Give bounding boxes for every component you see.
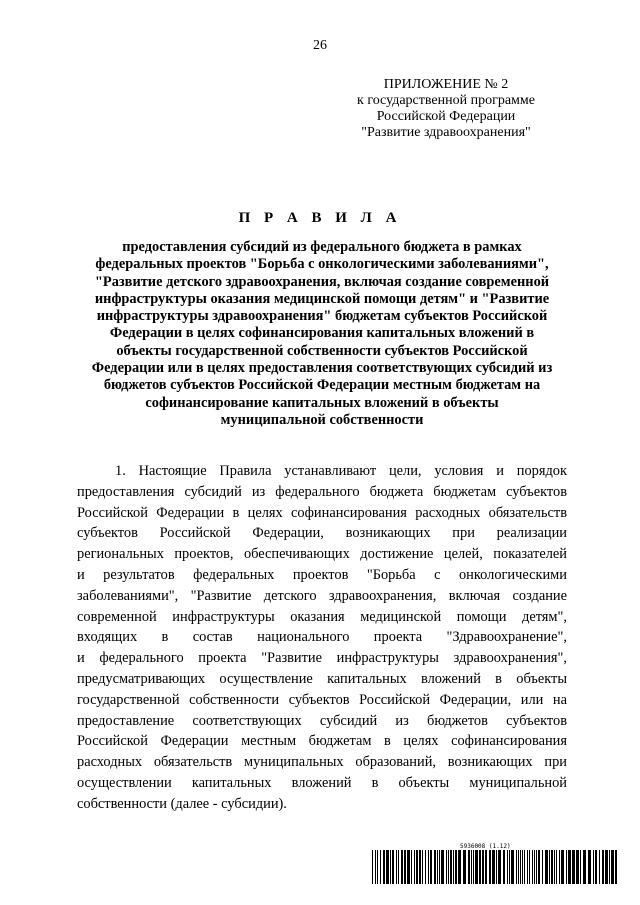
appendix-block <box>336 77 556 141</box>
page-number: 26 <box>313 38 327 53</box>
subtitle-line: софинансирование капитальных вложений в объекты <box>145 394 499 411</box>
paragraph-line: современной инфраструктуры оказания медицинской помощи детям", <box>77 608 567 625</box>
paragraph-line: расходных обязательств муниципальных образований, возникающих при <box>77 754 567 771</box>
document-subtitle <box>84 239 560 429</box>
subtitle-line: Федерации в целях софинансирования капитальных вложений в <box>109 325 535 342</box>
subtitle-line: объекты государственной собственности субъектов Российской <box>116 342 528 359</box>
paragraph-line: осуществлении капитальных вложений в объекты муниципальной <box>77 774 567 791</box>
paragraph-line: Российской Федерации местным бюджетам в целях софинансирования <box>77 733 567 750</box>
paragraph-line: Российской Федерации в целях софинансирования расходных обязательств <box>77 504 567 521</box>
paragraph-line: государственной собственности субъектов Российской Федерации, или на <box>77 691 567 708</box>
paragraph-line: предоставление соответствующих субсидий из бюджетов субъектов <box>77 712 567 729</box>
appendix-line: Российской Федерации <box>376 109 516 124</box>
paragraph-line: региональных проектов, обеспечивающих достижение целей, показателей <box>77 546 567 563</box>
subtitle-line: федеральных проектов "Борьба с онкологическими заболеваниями", <box>95 256 549 273</box>
body-paragraph <box>77 461 567 815</box>
subtitle-line: инфраструктуры оказания медицинской помощи детям" и "Развитие <box>94 290 550 307</box>
paragraph-line: предоставления субсидий из федерального бюджета бюджетам субъектов <box>77 483 567 500</box>
barcode-image <box>372 850 618 884</box>
paragraph-line: предусматривающих осуществление капитальных вложений в объекты <box>77 670 567 687</box>
subtitle-line: "Развитие детского здравоохранения, включая создание современной <box>94 273 550 290</box>
paragraph-line: заболеваниями", "Развитие детского здравоохранения, включая создание <box>77 587 567 604</box>
appendix-line: "Развитие здравоохранения" <box>361 125 531 140</box>
paragraph-line: субъектов Российской Федерации, возникающих при реализации <box>77 525 567 542</box>
appendix-line: ПРИЛОЖЕНИЕ № 2 <box>383 77 509 92</box>
barcode-block <box>372 843 618 884</box>
document-title: П Р А В И Л А <box>238 210 402 226</box>
subtitle-line: муниципальной собственности <box>220 411 424 428</box>
paragraph-line: собственности (далее - субсидии). <box>77 795 287 812</box>
barcode-label: 5936008 (1.12) <box>460 843 511 850</box>
appendix-line: к государственной программе <box>357 93 535 108</box>
paragraph-line: и федерального проекта "Развитие инфраструктуры здравоохранения", <box>77 650 567 667</box>
paragraph-line: входящих в состав национального проекта "Здравоохранение", <box>77 629 567 646</box>
paragraph-line: 1. Настоящие Правила устанавливают цели, условия и порядок <box>115 463 567 479</box>
subtitle-line: предоставления субсидий из федерального бюджета в рамках <box>122 239 522 255</box>
subtitle-line: бюджетов субъектов Российской Федерации местным бюджетам на <box>103 377 541 394</box>
subtitle-line: Федерации или в целях предоставления соответствующих субсидий из <box>91 360 553 377</box>
paragraph-line: и результатов федеральных проектов "Борьба с онкологическими <box>77 566 567 583</box>
subtitle-line: инфраструктуры здравоохранения" бюджетам субъектов Российской <box>96 308 548 325</box>
